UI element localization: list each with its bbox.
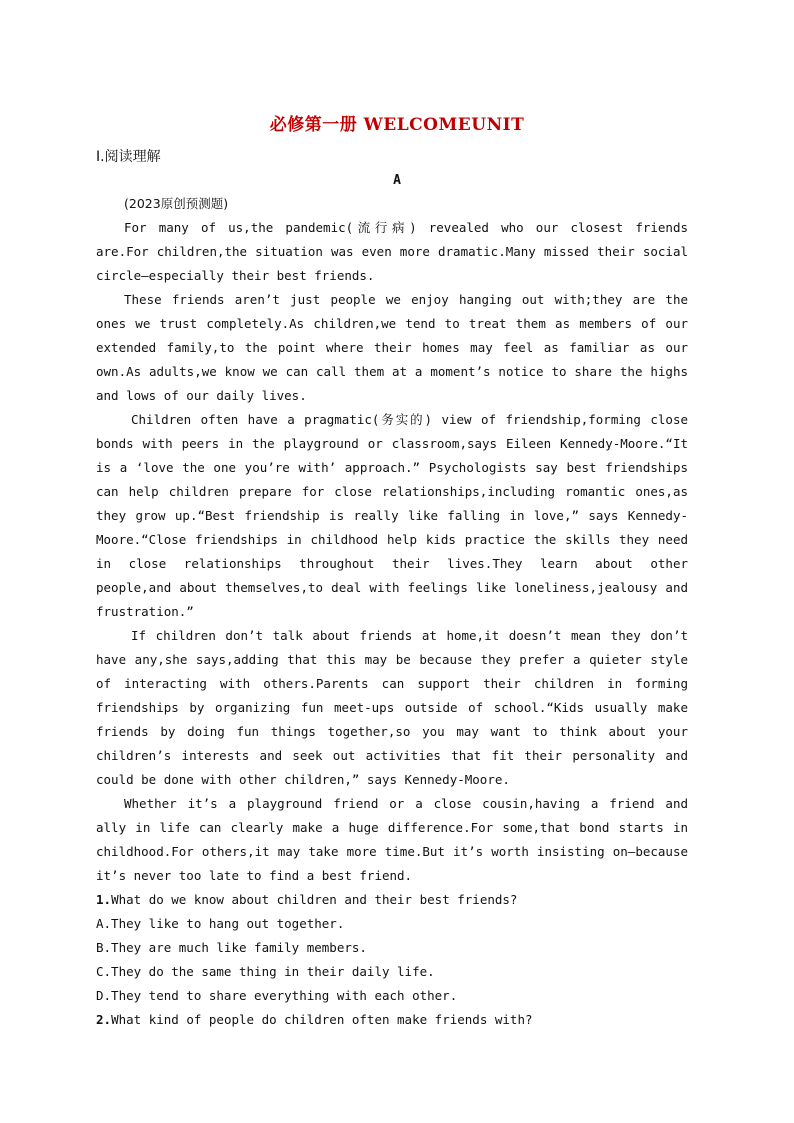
source-note: (2023原创预测题) [124, 196, 229, 211]
document-body [96, 192, 688, 1032]
question [96, 1008, 688, 1032]
question [96, 888, 688, 912]
paragraph: These friends aren’t just people we enjoy hanging out with;they are the ones we trust completely.As children,we tend to treat them as members of our extended family,to the point where their homes may feel as familiar as our own.As adults,we know we can call them at a moment’s notice to share the highs and lows of our daily lives. [96, 292, 688, 403]
question-text: What kind of people do children often make friends with? [111, 1012, 533, 1027]
page-title: 必修第一册 WELCOMEUNIT [269, 115, 525, 135]
section-heading: Ⅰ.阅读理解 [96, 149, 161, 165]
question-number: 1. [96, 892, 112, 907]
question-option: B.They are much like family members. [96, 940, 367, 955]
paragraph: Whether it’s a playground friend or a close cousin,having a friend and ally in life can clearly make a huge difference.For some,that bond starts in childhood.For others,it may take more time.But it’s worth insisting on—because it’s never too late to find a best friend. [96, 796, 688, 883]
paragraph: For many of us,the pandemic(流行病) revealed who our closest friends are.For children,the situation was even more dramatic.Many missed their social circle—especially their best friends. [96, 220, 688, 283]
paragraph: Children often have a pragmatic(务实的) view of friendship,forming close bonds with peers in the playground or classroom,says Eileen Kennedy-Moore.“It is a ‘love the one you’re with’ approach.” Psychologists say best friendships can help children prepare for close relationships,including romantic ones,as they grow up.“Best friendship is really like falling in love,” says Kennedy-Moore.“Close friendships in childhood help kids practice the skills they need in close relationships throughout their lives.They learn about other people,and about themselves,to deal with feelings like loneliness,jealousy and frustration.” [96, 412, 688, 619]
question-text: What do we know about children and their best friends? [111, 892, 518, 907]
question-number: 2. [96, 1012, 112, 1027]
passage-label: A [393, 173, 401, 188]
question-option: A.They like to hang out together. [96, 916, 345, 931]
paragraph: If children don’t talk about friends at home,it doesn’t mean they don’t have any,she says,adding that this may be because they prefer a quieter style of interacting with others.Parents can support their children in forming friendships by organizing fun meet-ups outside of school.“Kids usually make friends by doing fun things together,so you may want to think about your children’s interests and seek out activities that fit their personality and could be done with other children,” says Kennedy-Moore. [96, 628, 688, 787]
question-option: D.They tend to share everything with each other. [96, 988, 458, 1003]
question-option: C.They do the same thing in their daily life. [96, 964, 435, 979]
